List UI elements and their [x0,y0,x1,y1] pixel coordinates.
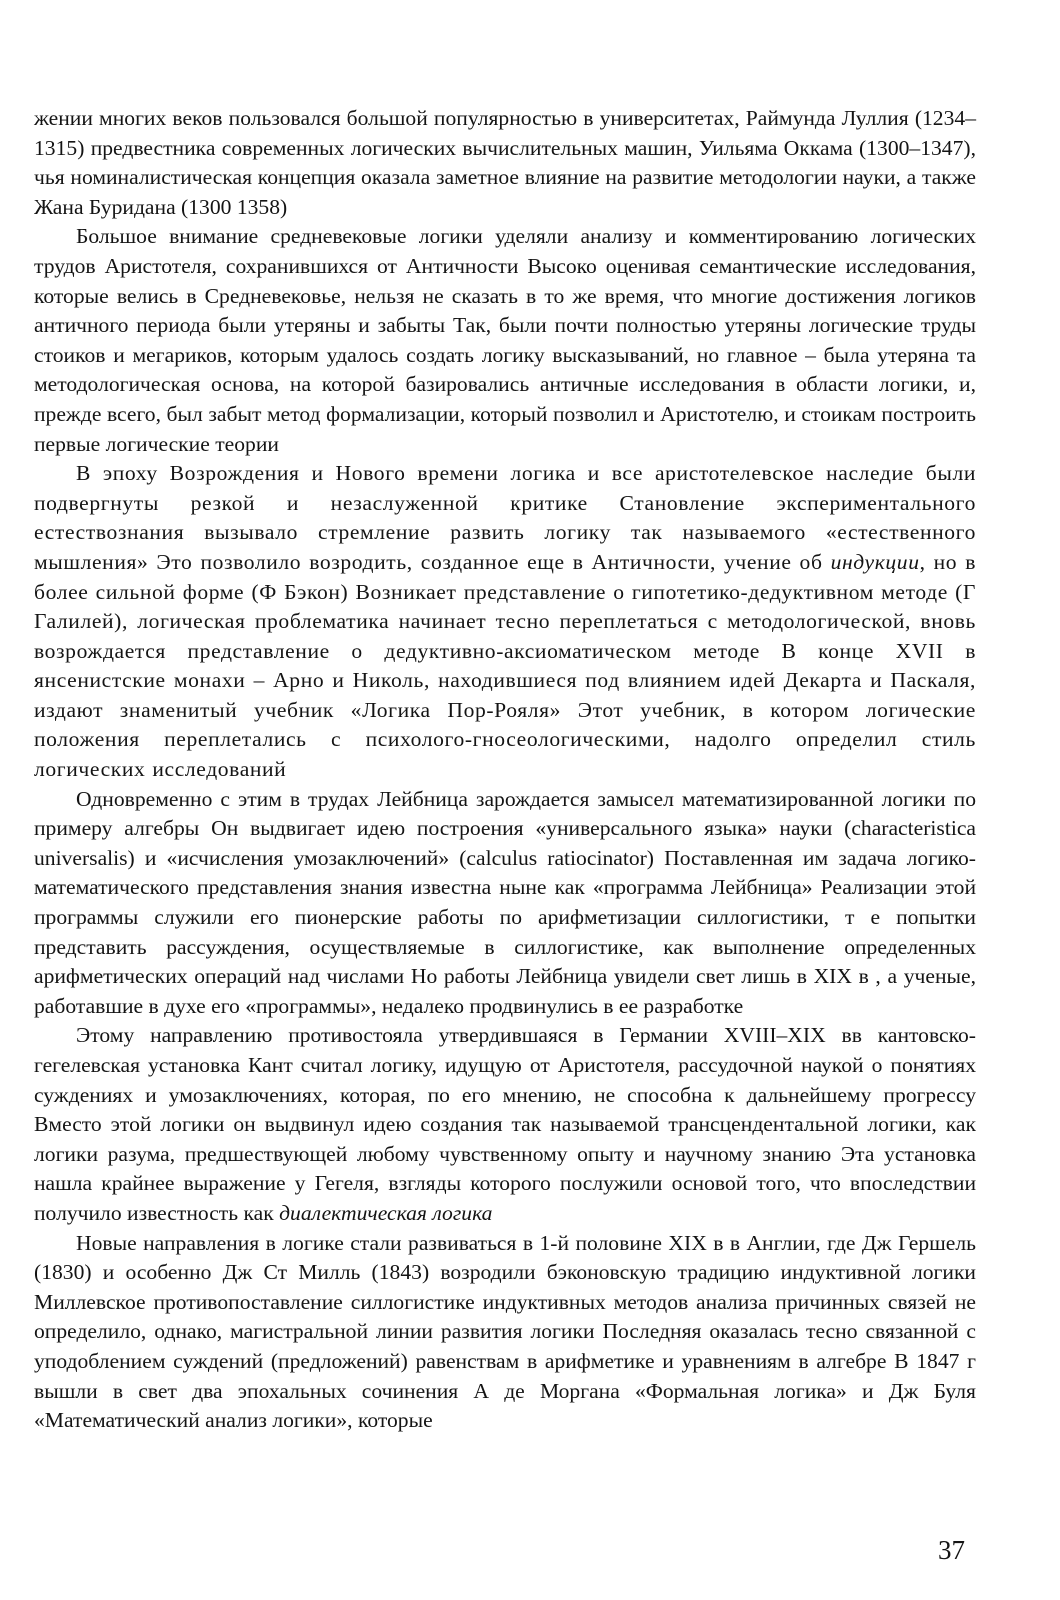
paragraph-3-text-a: В эпоху Возрождения и Нового времени логика и все аристотелевское наследие были подвергнуты резкой и незаслуженной критике Становление экспериментального естествознания вызывало стремление развить логику так называемого «естественного мышления» Это позволило возродить, созданное еще в Античности, учение об [34,461,976,574]
paragraph-6-text: Новые направления в логике стали развиваться в 1-й половине XIX в в Англии, где Дж Гершель (1830) и особенно Дж Ст Милль (1843) возродили бэконовскую традицию индуктивной логики Миллевское противопоставление силлогистике индуктивных методов анализа причинных связей не определило, однако, магистральной линии развития логики Последняя оказалась тесно связанной с уподоблением суждений (предложений) равенствам в арифметике и уравнениям в алгебре В 1847 г вышли в свет два эпохальных сочинения А де Моргана «Формальная логика» и Дж Буля «Математический анализ логики», которые [34,1230,976,1433]
paragraph-3-text-b: , но в более сильной форме (Ф Бэкон) Возникает представление о гипотетико-дедуктивном методе (Г Галилей), логическая проблематика начинает тесно переплетаться с методологической, вновь возрождается представление о дедуктивно-аксиоматическом методе В конце XVII в янсенистские монахи – Арно и Николь, находившиеся под влиянием идей Декарта и Паскаля, издают знаменитый учебник «Логика Пор-Рояля» Этот учебник, в котором логические положения переплетались с психолого-гносеологическими, надолго определил стиль логических исследований [34,549,976,782]
paragraph-1-text: жении многих веков пользовался большой популярностью в университетах, Раймунда Луллия (1234–1315) предвестника современных логических вычислительных машин, Уильяма Оккама (1300–1347), чья номиналистическая концепция оказала заметное влияние на развитие методологии науки, а также Жана Буридана (1300 1358) [34,106,976,219]
paragraph-5-text: Этому направлению противостояла утвердившаяся в Германии XVIII–XIX вв кантовско-гегелевская установка Кант считал логику, идущую от Аристотеля, рассудочной наукой о понятиях суждениях и умозаключениях, которая, по его мнению, не способна к дальнейшему прогрессу Вместо этой логики он выдвинул идею создания так называемой трансцендентальной логики, как логики разума, предшествующей любому чувственному опыту и научному знанию Эта установка нашла крайнее выражение у Гегеля, взгляды которого послужили основой того, что впоследствии получило известность как [34,1023,976,1225]
paragraph-3 [34,459,976,785]
paragraph-3-term-induction: индукции [830,549,920,574]
paragraph-4-text: Одновременно с этим в трудах Лейбница зарождается замысел математизированной логики по примеру алгебры Он выдвигает идею построения «универсального языка» науки (characteristica universalis) и «исчисления умозаключений» (calculus ratiocinator) Поставленная им задача логико-математического представления знания известна ныне как «программа Лейбница» Реализации этой программы служили его пионерские работы по арифметизации силлогистики, т е попытки представить рассуждения, осуществляемые в силлогистике, как выполнение определенных арифметических операций над числами Но работы Лейбница увидели свет лишь в XIX в , а ученые, работавшие в духе его «программы», недалеко продвинулись в ее разработке [34,786,976,1018]
paragraph-5-term-dialectical-logic: диалектическая логика [279,1200,493,1225]
paragraph-2 [34,222,976,459]
page-body [34,104,976,1436]
paragraph-2-text: Большое внимание средневековые логики уделяли анализу и комментированию логических трудов Аристотеля, сохранившихся от Античности Высоко оценивая семантические исследования, которые велись в Средневековье, нельзя не сказать в то же время, что многие достижения логиков античного периода были утеряны и забыты Так, были почти полностью утеряны логические труды стоиков и мегариков, которым удалось создать логику высказываний, но главное – была утеряна та методологическая основа, на которой базировались античные исследования в области логики, и, прежде всего, был забыт метод формализации, который позволил и Аристотелю, и стоикам построить первые логические теории [34,224,976,456]
paragraph-1 [34,104,976,222]
paragraph-5 [34,1021,976,1228]
paragraph-4 [34,785,976,1022]
paragraph-6 [34,1229,976,1436]
page-number: 37 [938,1535,965,1565]
